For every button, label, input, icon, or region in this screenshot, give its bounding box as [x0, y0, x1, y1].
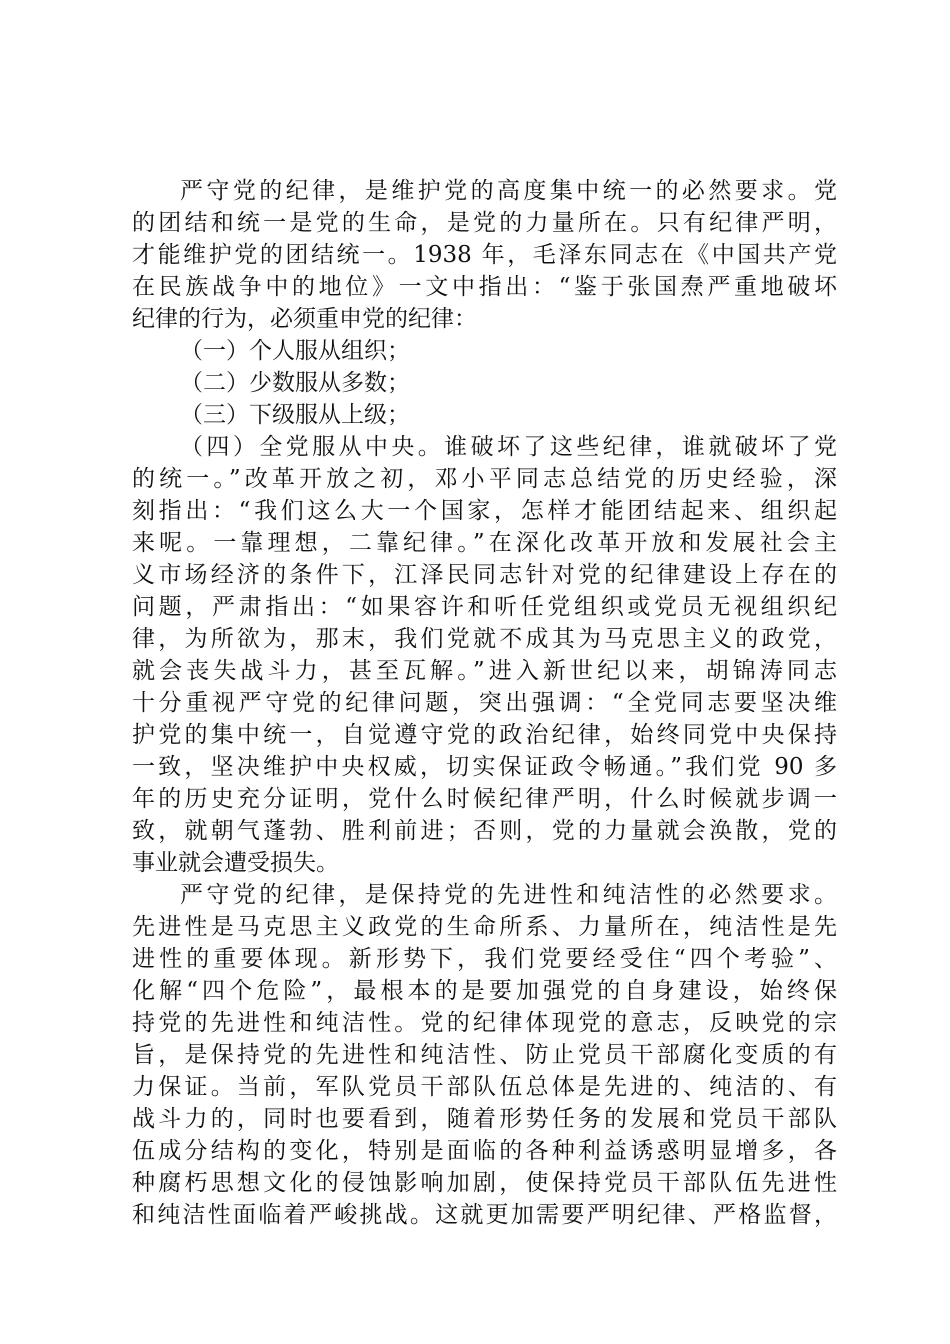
paragraph-line: 十分重视严守党的纪律问题，突出强调：“全党同志要坚决维 — [132, 690, 837, 716]
paragraph-line: 纪律的行为，必须重申党的纪律： — [132, 306, 477, 332]
paragraph-line: 持党的先进性和纯洁性。党的纪律体现党的意志，反映党的宗 — [132, 1010, 837, 1036]
paragraph-line: 战斗力的，同时也要看到，随着形势任务的发展和党员干部队 — [132, 1106, 837, 1132]
paragraph-line: 力保证。当前，军队党员干部队伍总体是先进的、纯洁的、有 — [132, 1074, 837, 1100]
paragraph-line: 严守党的纪律，是维护党的高度集中统一的必然要求。党 — [180, 178, 837, 204]
list-item: （三）下级服从上级； — [180, 402, 410, 428]
paragraph-line: 刻指出：“我们这么大一个国家，怎样才能团结起来、组织起 — [132, 498, 837, 524]
list-item: （四）全党服从中央。谁破坏了这些纪律，谁就破坏了党 — [180, 434, 837, 460]
paragraph-line: 事业就会遭受损失。 — [132, 850, 339, 876]
paragraph-line: 律，为所欲为，那末，我们党就不成其为马克思主义的政党， — [132, 626, 837, 652]
paragraph-line: 一致，坚决维护中央权威，切实保证政令畅通。”我们党 90 多 — [132, 754, 837, 780]
paragraph-line: 来呢。一靠理想，二靠纪律。”在深化改革开放和发展社会主 — [132, 530, 837, 556]
paragraph-line: 在民族战争中的地位》一文中指出：“鉴于张国焘严重地破坏 — [132, 274, 837, 300]
paragraph-line: 和纯洁性面临着严峻挑战。这就更加需要严明纪律、严格监督， — [132, 1202, 837, 1228]
paragraph-line: 伍成分结构的变化，特别是面临的各种利益诱惑明显增多，各 — [132, 1138, 837, 1164]
paragraph-line: 的团结和统一是党的生命，是党的力量所在。只有纪律严明， — [132, 210, 837, 236]
paragraph-line: 致，就朝气蓬勃、胜利前进；否则，党的力量就会涣散，党的 — [132, 818, 837, 844]
paragraph-line: 才能维护党的团结统一。1938 年，毛泽东同志在《中国共产党 — [132, 242, 837, 268]
list-item: （二）少数服从多数； — [180, 370, 410, 396]
paragraph-line: 的统一。”改革开放之初，邓小平同志总结党的历史经验，深 — [132, 466, 837, 492]
list-item: （一）个人服从组织； — [180, 338, 410, 364]
paragraph-line: 义市场经济的条件下，江泽民同志针对党的纪律建设上存在的 — [132, 562, 837, 588]
paragraph-line: 进性的重要体现。新形势下，我们党要经受住“四个考验”、 — [132, 946, 837, 972]
paragraph-line: 先进性是马克思主义政党的生命所系、力量所在，纯洁性是先 — [132, 914, 837, 940]
paragraph-line: 种腐朽思想文化的侵蚀影响加剧，使保持党员干部队伍先进性 — [132, 1170, 837, 1196]
paragraph-line: 化解“四个危险”，最根本的是要加强党的自身建设，始终保 — [132, 978, 837, 1004]
paragraph-line: 旨，是保持党的先进性和纯洁性、防止党员干部腐化变质的有 — [132, 1042, 837, 1068]
paragraph-line: 护党的集中统一，自觉遵守党的政治纪律，始终同党中央保持 — [132, 722, 837, 748]
paragraph-line: 严守党的纪律，是保持党的先进性和纯洁性的必然要求。 — [180, 882, 837, 908]
paragraph-line: 就会丧失战斗力，甚至瓦解。”进入新世纪以来，胡锦涛同志 — [132, 658, 837, 684]
paragraph-line: 年的历史充分证明，党什么时候纪律严明，什么时候就步调一 — [132, 786, 837, 812]
paragraph-line: 问题，严肃指出：“如果容许和听任党组织或党员无视组织纪 — [132, 594, 837, 620]
